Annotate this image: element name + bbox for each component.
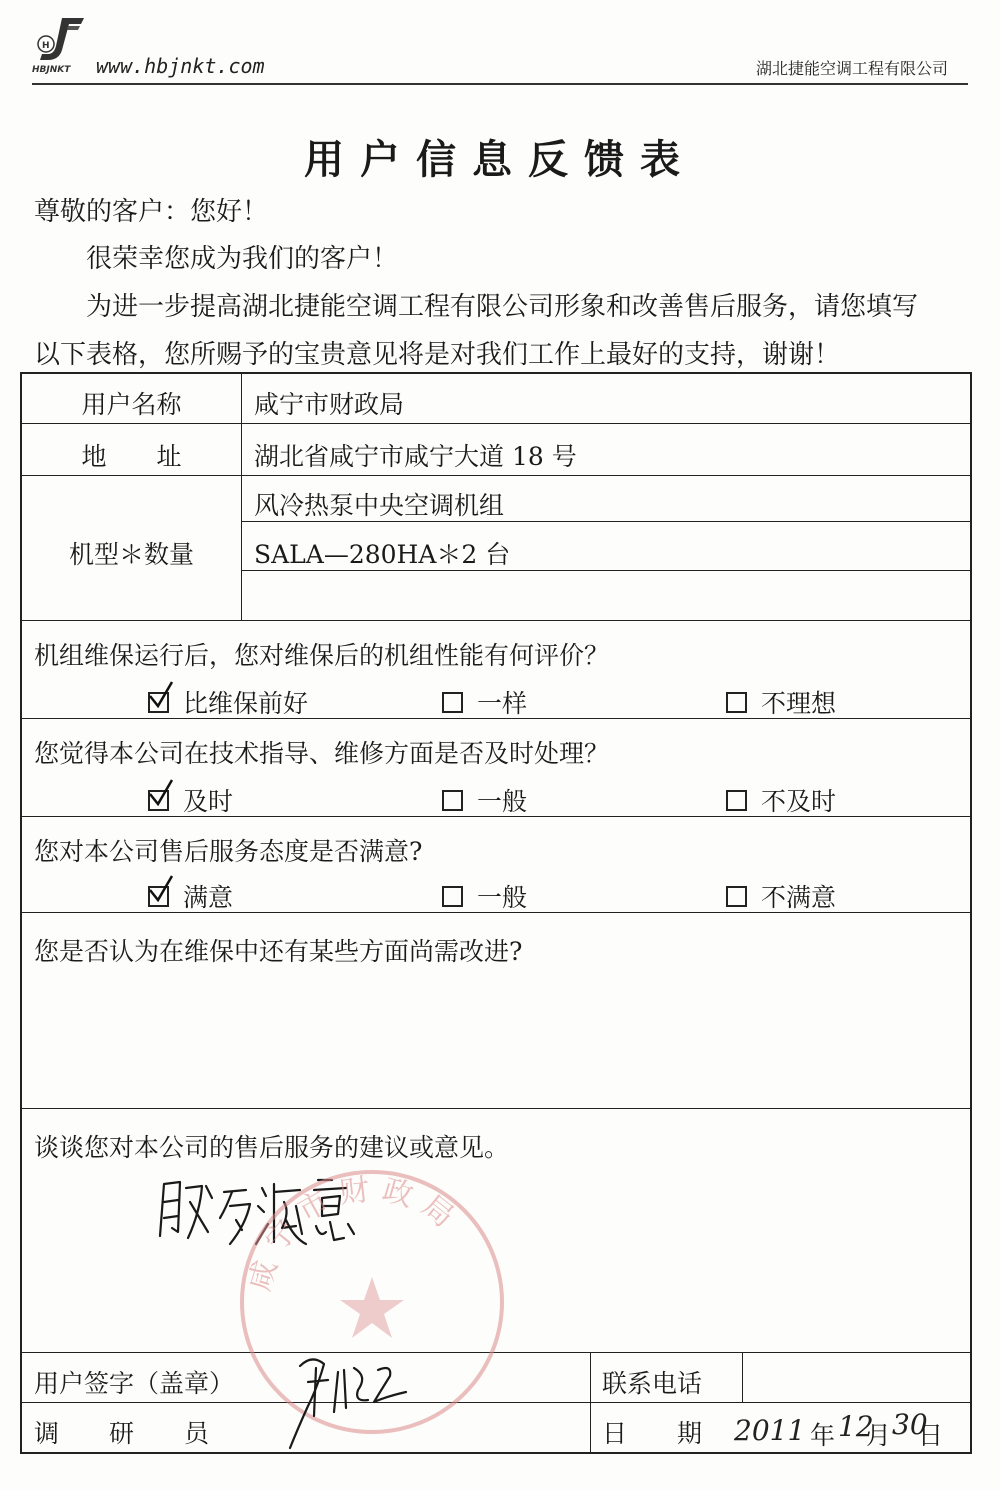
checkbox-checked[interactable] bbox=[148, 790, 169, 811]
checkbox-checked[interactable] bbox=[148, 886, 169, 907]
q2-option-3[interactable] bbox=[726, 782, 836, 818]
checkbox[interactable] bbox=[726, 886, 747, 907]
question-2: 您觉得本公司在技术指导、维修方面是否及时处理？ bbox=[34, 739, 610, 768]
website-url: www.hbjnkt.com bbox=[96, 54, 265, 78]
q2-option-2[interactable] bbox=[442, 782, 527, 818]
option-label: 不理想 bbox=[761, 689, 837, 718]
address-label: 地 址 bbox=[81, 442, 182, 471]
checkmark-icon bbox=[148, 778, 174, 808]
user-name-label: 用户名称 bbox=[81, 390, 182, 419]
q1-option-2[interactable] bbox=[442, 684, 527, 720]
option-label: 不满意 bbox=[761, 883, 837, 912]
model-quantity-label: 机型＊数量 bbox=[68, 540, 194, 569]
q2-option-1[interactable] bbox=[148, 782, 233, 818]
greeting: 尊敬的客户：您好！ bbox=[34, 197, 269, 227]
svg-text:H: H bbox=[42, 41, 50, 51]
checkmark-icon bbox=[148, 874, 174, 904]
checkbox[interactable] bbox=[442, 790, 463, 811]
option-label: 及时 bbox=[183, 787, 234, 816]
date-year-unit: 年 bbox=[810, 1421, 836, 1450]
user-signature bbox=[278, 1346, 418, 1456]
address-value: 湖北省咸宁市咸宁大道 18 号 bbox=[254, 442, 577, 471]
date-day-unit: 日 bbox=[918, 1421, 944, 1450]
checkbox[interactable] bbox=[442, 692, 463, 713]
header-rule bbox=[32, 83, 968, 85]
option-label: 一般 bbox=[477, 787, 528, 816]
researcher-label: 调 研 员 bbox=[34, 1419, 210, 1448]
option-label: 一样 bbox=[477, 689, 528, 718]
company-name: 湖北捷能空调工程有限公司 bbox=[755, 59, 948, 78]
document-title: 用户信息反馈表 bbox=[304, 137, 696, 183]
date-label: 日 期 bbox=[602, 1419, 703, 1448]
option-label: 一般 bbox=[477, 883, 528, 912]
intro-line-1: 很荣幸您成为我们的客户！ bbox=[86, 244, 399, 274]
date-year-handwritten: 2011 bbox=[734, 1414, 806, 1447]
logo-wordmark: HBJNKT bbox=[32, 65, 71, 74]
q1-option-1[interactable] bbox=[148, 684, 308, 720]
checkbox[interactable] bbox=[442, 886, 463, 907]
seal-text: 咸宁市财政局 bbox=[242, 1171, 468, 1296]
question-5: 谈谈您对本公司的售后服务的建议或意见。 bbox=[34, 1133, 510, 1162]
checkmark-icon bbox=[148, 680, 174, 710]
intro-line-2: 为进一步提高湖北捷能空调工程有限公司形象和改善售后服务，请您填写 bbox=[86, 292, 919, 322]
phone-label: 联系电话 bbox=[602, 1369, 703, 1398]
intro-line-3: 以下表格，您所赐予的宝贵意见将是对我们工作上最好的支持，谢谢！ bbox=[34, 340, 841, 370]
q3-option-2[interactable] bbox=[442, 878, 527, 914]
checkbox[interactable] bbox=[726, 692, 747, 713]
option-label: 不及时 bbox=[761, 787, 837, 816]
model-line-1: 风冷热泵中央空调机组 bbox=[254, 491, 505, 520]
date-day-handwritten: 30 bbox=[892, 1408, 928, 1441]
user-name-value: 咸宁市财政局 bbox=[254, 390, 405, 419]
q1-option-3[interactable] bbox=[726, 684, 836, 720]
company-logo bbox=[32, 14, 88, 74]
checkbox-checked[interactable] bbox=[148, 692, 169, 713]
option-label: 满意 bbox=[183, 883, 234, 912]
checkbox[interactable] bbox=[726, 790, 747, 811]
date-month-unit: 月 bbox=[866, 1421, 892, 1450]
question-4: 您是否认为在维保中还有某些方面尚需改进? bbox=[34, 937, 523, 966]
q3-option-1[interactable] bbox=[148, 878, 233, 914]
question-3: 您对本公司售后服务态度是否满意? bbox=[34, 837, 423, 866]
signature-label: 用户签字（盖章） bbox=[34, 1369, 235, 1398]
model-line-2: SALA—280HA＊2 台 bbox=[254, 540, 511, 569]
question-1: 机组维保运行后，您对维保后的机组性能有何评价？ bbox=[34, 641, 610, 670]
q3-option-3[interactable] bbox=[726, 878, 836, 914]
option-label: 比维保前好 bbox=[183, 689, 309, 718]
date-month-handwritten: 12 bbox=[838, 1410, 874, 1443]
star-icon bbox=[340, 1277, 404, 1338]
